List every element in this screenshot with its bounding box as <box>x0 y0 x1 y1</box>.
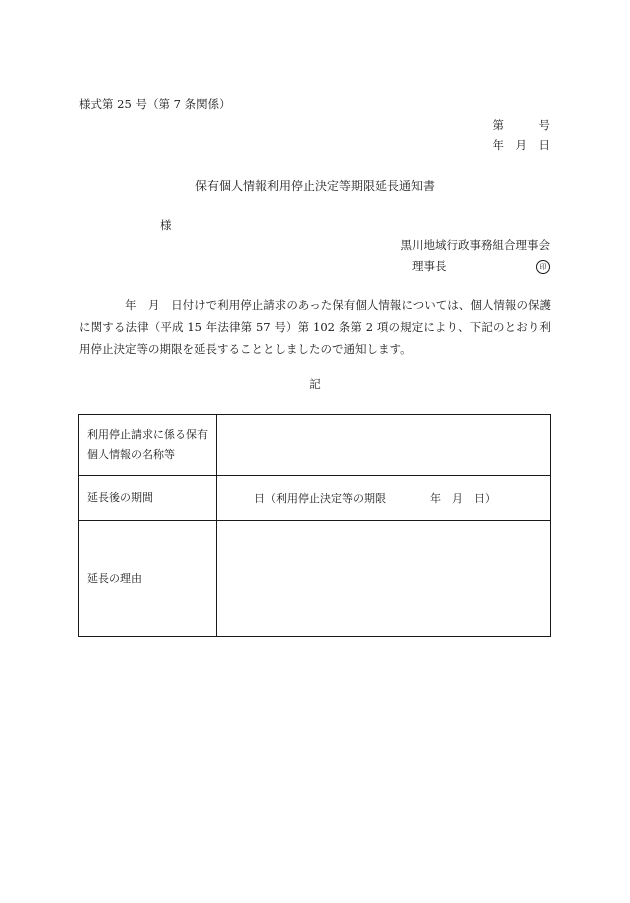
extension-reason-field[interactable] <box>217 521 551 637</box>
document-number: 第 号 <box>492 118 550 132</box>
extended-period-field[interactable] <box>217 476 551 521</box>
row-label-extended-period: 延長後の期間 <box>79 476 217 521</box>
issuer-organization: 黒川地域行政事務組合理事会 <box>400 238 550 252</box>
document-title: 保有個人情報利用停止決定等期限延長通知書 <box>194 179 435 193</box>
document-date: 年 月 日 <box>492 138 550 152</box>
info-name-field[interactable] <box>217 415 551 476</box>
issuer-title: 理事長 <box>412 259 447 273</box>
seal-mark: 印 <box>536 260 550 274</box>
addressee-honorific: 様 <box>160 218 172 232</box>
table-row <box>79 521 551 637</box>
row-label-extension-reason: 延長の理由 <box>79 521 217 637</box>
table-row <box>79 415 551 476</box>
ki-heading: 記 <box>309 377 321 391</box>
notice-body: 年 月 日付けで利用停止請求のあった保有個人情報については、個人情報の保護に関する法律（平成 15 年法律第 57 号）第 102 条第 2 項の規定により、下記のとおり利用停止決定等の期限を延長することとしましたので通知します。 <box>79 298 551 356</box>
table-row <box>79 476 551 521</box>
form-number: 様式第 25 号（第 7 条関係） <box>79 97 231 111</box>
notice-table <box>78 414 551 637</box>
extended-period-text: 日（利用停止決定等の期限 年 月 日） <box>254 492 496 505</box>
row-label-info-name: 利用停止請求に係る保有個人情報の名称等 <box>79 415 217 476</box>
